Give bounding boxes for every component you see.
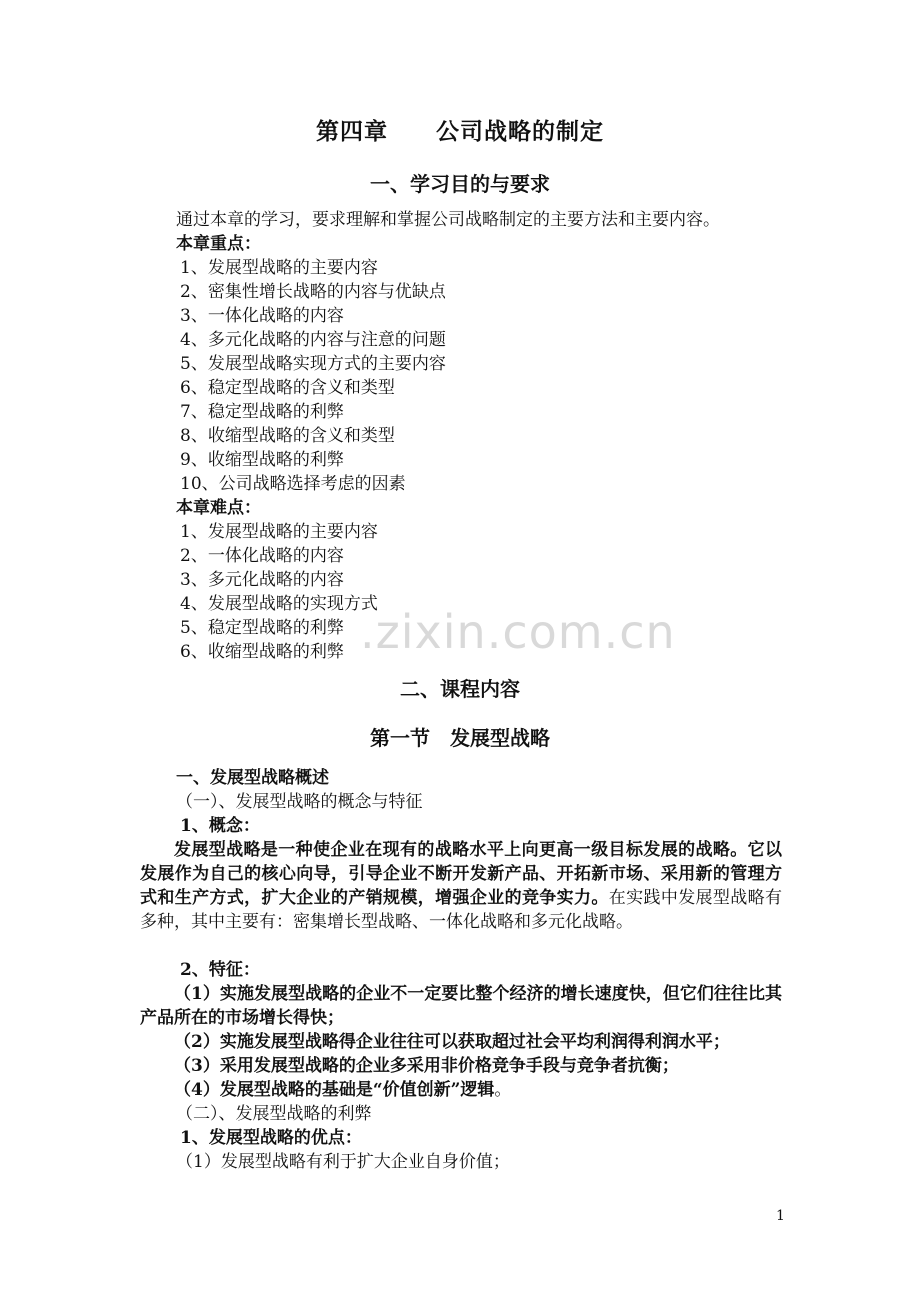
list-item: 4、多元化战略的内容与注意的问题	[180, 330, 446, 350]
concept-label: 1、概念：	[180, 816, 260, 836]
list-item: 6、收缩型战略的利弊	[180, 642, 344, 662]
pros-cons-subheading: （二）、发展型战略的利弊	[176, 1104, 372, 1124]
list-item: 8、收缩型战略的含义和类型	[180, 426, 395, 446]
overview-heading: 一、发展型战略概述	[176, 768, 329, 788]
difficult-points-label: 本章难点：	[176, 498, 261, 518]
feature-item	[140, 1078, 782, 1102]
feature-item: （2）实施发展型战略得企业往往可以获取超过社会平均利润得利润水平；	[174, 1032, 730, 1052]
chapter-title: 第四章 公司战略的制定	[316, 118, 604, 145]
list-item: 3、多元化战略的内容	[180, 570, 344, 590]
concept-subheading: （一）、发展型战略的概念与特征	[176, 792, 423, 812]
concept-paragraph	[140, 838, 782, 934]
list-item: 1、发展型战略的主要内容	[180, 258, 378, 278]
key-points-label: 本章重点：	[176, 234, 261, 254]
list-item: 4、发展型战略的实现方式	[180, 594, 378, 614]
list-item: 9、收缩型战略的利弊	[180, 450, 344, 470]
concept-types: 在实践中发展型战略有多种，其中主要有：密集增长型战略、一体化战略和多元化战略。	[140, 888, 782, 932]
list-item: 5、发展型战略实现方式的主要内容	[180, 354, 446, 374]
advantage-item: （1）发展型战略有利于扩大企业自身价值；	[176, 1152, 510, 1172]
advantages-label: 1、发展型战略的优点：	[180, 1128, 362, 1148]
list-item: 1、发展型战略的主要内容	[180, 522, 378, 542]
features-label: 2、特征：	[180, 960, 260, 980]
feature-item: （3）采用发展型战略的企业多采用非价格竞争手段与竞争者抗衡；	[174, 1056, 679, 1076]
feature-item: （1）实施发展型战略的企业不一定要比整个经济的增长速度快，但它们往往比其产品所在的市场增长得快；	[140, 984, 782, 1028]
page-number: 1	[776, 1208, 785, 1224]
feature-4-text: （4）发展型战略的基础是“价值创新”逻辑	[174, 1080, 495, 1100]
section-heading-objectives: 一、学习目的与要求	[370, 172, 550, 196]
subsection-title: 第一节 发展型战略	[370, 726, 550, 750]
list-item: 6、稳定型战略的含义和类型	[180, 378, 395, 398]
list-item: 7、稳定型战略的利弊	[180, 402, 344, 422]
list-item: 2、一体化战略的内容	[180, 546, 344, 566]
list-item: 5、稳定型战略的利弊	[180, 618, 344, 638]
intro-text: 通过本章的学习，要求理解和掌握公司战略制定的主要方法和主要内容。	[176, 210, 720, 230]
feature-4-period: 。	[494, 1080, 512, 1100]
concept-definition: 发展型战略是一种使企业在现有的战略水平上向更高一级目标发展的战略。它以发展作为自己的核心向导，引导企业不断开发新产品、开拓新市场、采用新的管理方式和生产方式，扩大企业的产销规模，增强企业的竞争实力。	[140, 840, 782, 908]
list-item: 3、一体化战略的内容	[180, 306, 344, 326]
list-item: 2、密集性增长战略的内容与优缺点	[180, 282, 446, 302]
list-item: 10、公司战略选择考虑的因素	[180, 474, 406, 494]
section-heading-content: 二、课程内容	[400, 677, 520, 701]
watermark: .zixin.com.cn	[360, 605, 676, 659]
